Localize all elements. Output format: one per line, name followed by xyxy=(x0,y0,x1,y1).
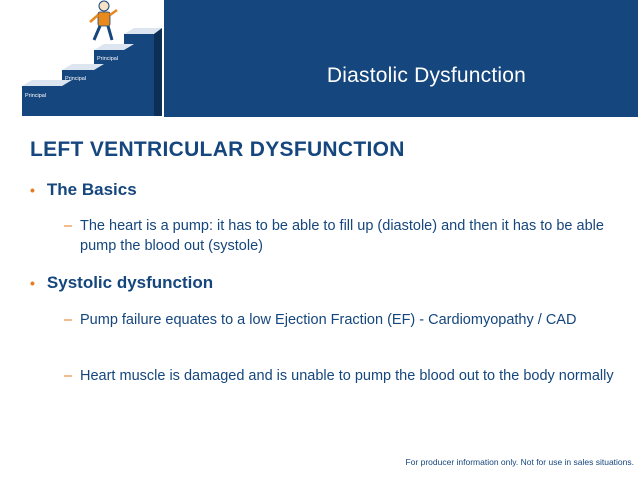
bullet-label: Systolic dysfunction xyxy=(46,273,214,292)
header-bar xyxy=(164,0,638,117)
principal-logo xyxy=(22,0,162,116)
dash-icon: – xyxy=(64,218,73,234)
sub-bullet-text: Pump failure equates to a low Ejection Fraction (EF) - Cardiomyopathy / CAD xyxy=(80,312,577,328)
footer-disclaimer: For producer information only. Not for use in sales situations. xyxy=(405,457,634,467)
logo-step-label-1: Principal xyxy=(25,93,47,99)
logo-staircase xyxy=(22,28,162,116)
dash-icon: – xyxy=(64,312,73,328)
logo-step-label-3: Principal xyxy=(97,56,119,62)
sub-bullet xyxy=(64,310,624,330)
sub-bullet-text: Heart muscle is damaged and is unable to pump the blood out to the body normally xyxy=(80,368,614,384)
dash-icon: – xyxy=(64,368,73,384)
sub-bullet xyxy=(64,216,624,256)
bullet-icon: • xyxy=(30,182,35,198)
logo-step-label-2: Principal xyxy=(65,76,87,82)
sub-bullet xyxy=(64,366,624,386)
sub-bullet-text: The heart is a pump: it has to be able to fill up (diastole) and then it has to be able pump the blood out (systole) xyxy=(80,218,604,254)
slide-title: Diastolic Dysfunction xyxy=(326,64,526,87)
climbing-figure-icon xyxy=(90,1,117,40)
bullet-the-basics xyxy=(30,180,137,200)
bullet-label: The Basics xyxy=(46,180,137,199)
bullet-systolic-dysfunction xyxy=(30,273,213,293)
section-heading: LEFT VENTRICULAR DYSFUNCTION xyxy=(30,138,405,161)
bullet-icon: • xyxy=(30,275,35,291)
